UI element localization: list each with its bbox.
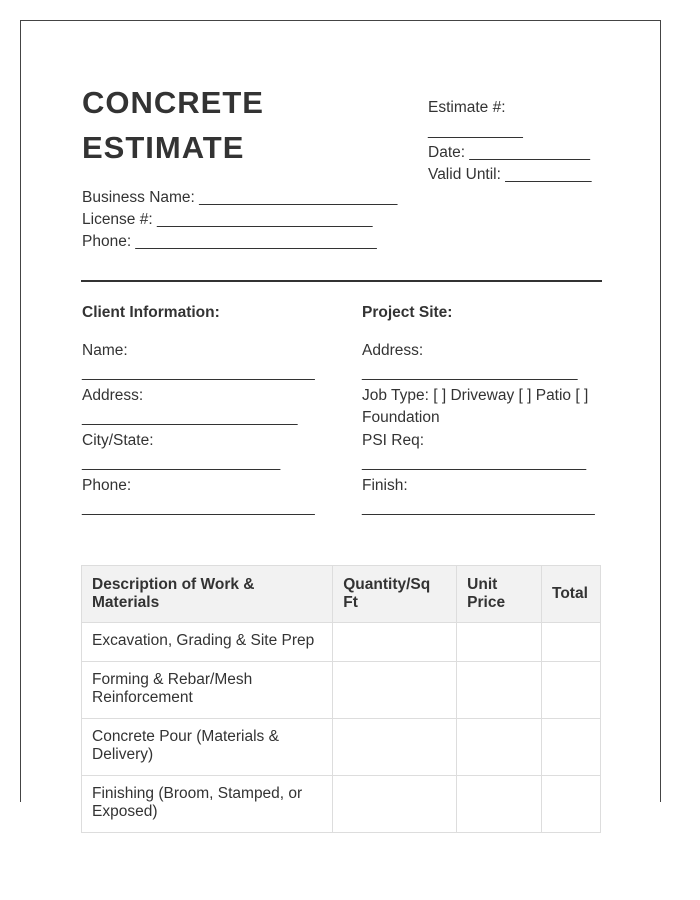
row-total-cell[interactable]: [542, 623, 601, 662]
license-field[interactable]: License #: _________________________: [82, 211, 373, 228]
row-unit-price-cell[interactable]: [457, 623, 542, 662]
psi-label: PSI Req:: [362, 432, 425, 449]
business-phone-field[interactable]: Phone: ____________________________: [82, 233, 377, 250]
finish-field[interactable]: ___________________________: [362, 499, 595, 516]
client-info-heading: Client Information:: [82, 304, 220, 321]
client-name-field[interactable]: ___________________________: [82, 364, 315, 381]
business-name-field[interactable]: Business Name: _______________________: [82, 189, 398, 206]
estimate-page: [20, 20, 661, 820]
row-description: Forming & Rebar/Mesh Reinforcement: [82, 662, 333, 719]
table-header-row: [82, 566, 601, 623]
section-divider: [81, 280, 602, 282]
job-type-options[interactable]: Job Type: [ ] Driveway [ ] Patio [ ]: [362, 387, 589, 404]
finish-label: Finish:: [362, 477, 408, 494]
job-type-options-cont[interactable]: Foundation: [362, 409, 440, 426]
row-quantity-cell[interactable]: [333, 662, 457, 719]
estimate-number-label: Estimate #:: [428, 99, 506, 116]
row-description: Concrete Pour (Materials & Delivery): [82, 719, 333, 776]
row-unit-price-cell[interactable]: [457, 719, 542, 776]
row-description: Finishing (Broom, Stamped, or Exposed): [82, 776, 333, 833]
row-total-cell[interactable]: [542, 776, 601, 833]
project-address-label: Address:: [362, 342, 424, 359]
client-address-label: Address:: [82, 387, 144, 404]
row-total-cell[interactable]: [542, 719, 601, 776]
table-row: [82, 719, 601, 776]
client-phone-field[interactable]: ___________________________: [82, 499, 315, 516]
row-quantity-cell[interactable]: [333, 623, 457, 662]
title-line-2: ESTIMATE: [82, 130, 245, 165]
client-phone-label: Phone:: [82, 477, 132, 494]
valid-until-field[interactable]: Valid Until: __________: [428, 166, 592, 183]
row-quantity-cell[interactable]: [333, 776, 457, 833]
table-row: [82, 662, 601, 719]
table-row: [82, 623, 601, 662]
col-header-total: Total: [542, 566, 601, 623]
row-unit-price-cell[interactable]: [457, 662, 542, 719]
col-header-quantity: Quantity/Sq Ft: [333, 566, 457, 623]
client-city-label: City/State:: [82, 432, 154, 449]
date-field[interactable]: Date: ______________: [428, 144, 591, 161]
project-address-field[interactable]: _________________________: [362, 364, 578, 381]
client-name-label: Name:: [82, 342, 128, 359]
col-header-description: Description of Work & Materials: [82, 566, 333, 623]
estimate-number-field[interactable]: ___________: [428, 122, 523, 139]
row-description: Excavation, Grading & Site Prep: [82, 623, 333, 662]
row-unit-price-cell[interactable]: [457, 776, 542, 833]
row-total-cell[interactable]: [542, 662, 601, 719]
row-quantity-cell[interactable]: [333, 719, 457, 776]
client-city-field[interactable]: _______________________: [82, 454, 281, 471]
work-items-table: [81, 565, 601, 833]
title-line-1: CONCRETE: [82, 85, 264, 120]
col-header-unit-price: Unit Price: [457, 566, 542, 623]
psi-field[interactable]: __________________________: [362, 454, 587, 471]
table-row: [82, 776, 601, 833]
client-address-field[interactable]: _________________________: [82, 409, 298, 426]
project-site-heading: Project Site:: [362, 304, 453, 321]
